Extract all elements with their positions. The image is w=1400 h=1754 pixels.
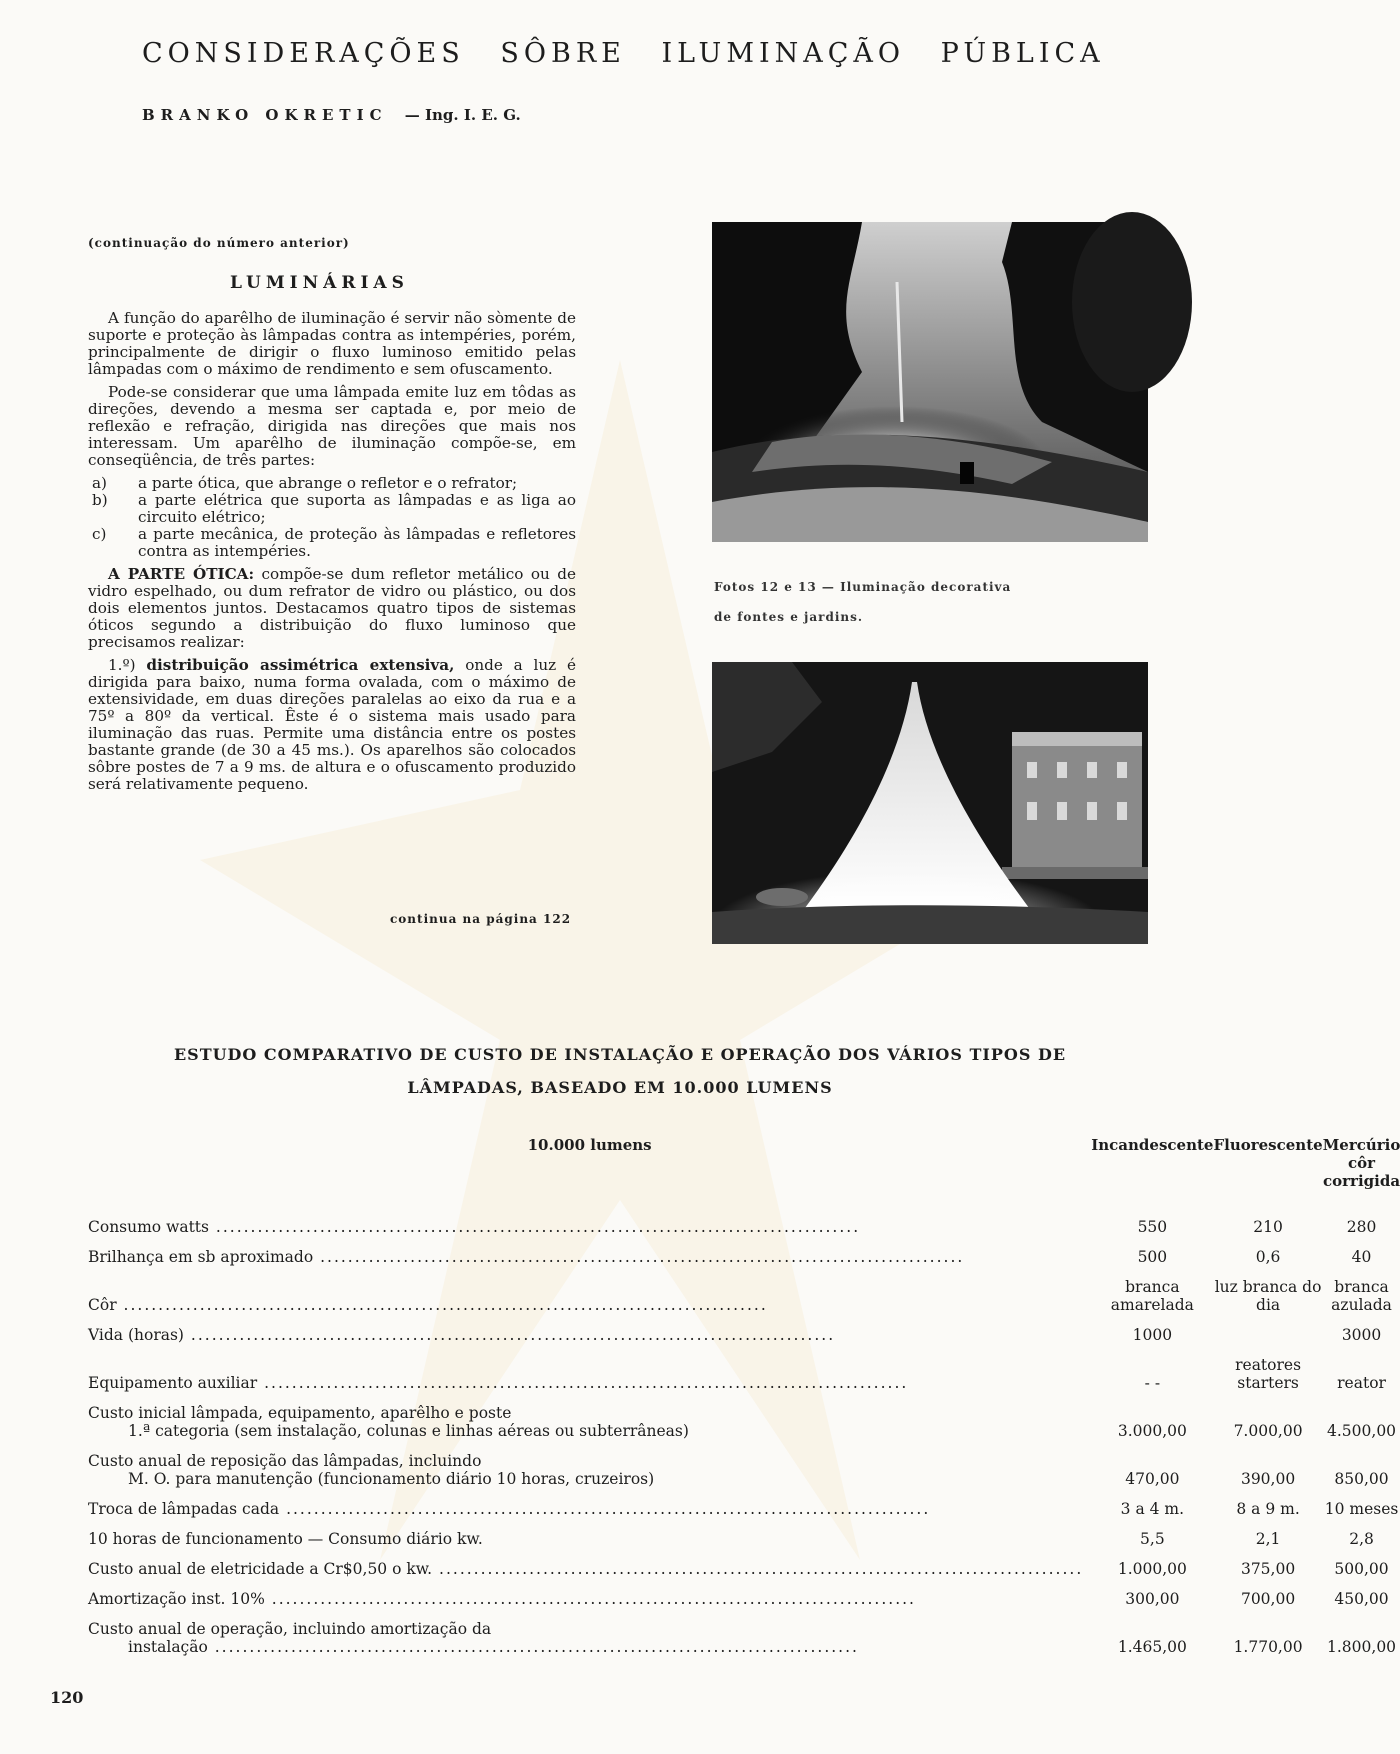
cell-incandescent: 300,00 [1125, 1590, 1180, 1608]
cell-mercury: 4.500,00 [1327, 1422, 1397, 1440]
row-label: Amortização inst. 10% [88, 1590, 265, 1608]
table-row [88, 1554, 1400, 1584]
list-text: a parte elétrica que suporta as lâmpadas e as liga ao circuito elétrico; [138, 491, 576, 526]
cell-incandescent: 550 [1137, 1218, 1168, 1236]
row-label: 10 horas de funcionamento — Consumo diário kw. [88, 1530, 483, 1548]
caption-line-1: Fotos 12 e 13 — Iluminação decorativa [714, 580, 1012, 594]
cell-incandescent: 1.465,00 [1117, 1638, 1187, 1656]
cell-mercury: 450,00 [1334, 1590, 1389, 1608]
row-label-first: Custo inicial lâmpada, equipamento, aparêlho e poste [88, 1404, 512, 1422]
cell-incandescent: 5,5 [1140, 1530, 1165, 1548]
table-row [88, 1272, 1400, 1320]
row-label-rest: M. O. para manutenção (funcionamento diário 10 horas, cruzeiros) [128, 1470, 655, 1488]
plaza-fountain-image [712, 662, 1148, 944]
row-label: Vida (horas) [88, 1326, 184, 1344]
cell-mercury: branca azulada [1331, 1278, 1392, 1314]
cell-incandescent: 3 a 4 m. [1120, 1500, 1185, 1518]
author-suffix: — Ing. I. E. G. [404, 106, 521, 124]
cell-incandescent: 500 [1137, 1248, 1168, 1266]
table-row [88, 1320, 1400, 1350]
continue-note: continua na página 122 [390, 912, 572, 926]
row-label-rest: instalação [128, 1638, 208, 1656]
header-mercury [1323, 1136, 1400, 1212]
cell-fluorescent: 7.000,00 [1233, 1422, 1303, 1440]
cell-mercury: 2,8 [1349, 1530, 1374, 1548]
table-title-line-2: LÂMPADAS, BASEADO EM 10.000 LUMENS [407, 1078, 833, 1097]
table-row [88, 1212, 1400, 1242]
row-label-rest: 1.ª categoria (sem instalação, colunas e linhas aéreas ou subterrâneas) [128, 1422, 689, 1440]
list-text: a parte mecânica, de proteção às lâmpadas e refletores contra as intempéries. [138, 525, 576, 560]
table-row [88, 1584, 1400, 1614]
garden-fountain-image [712, 222, 1148, 542]
table-title-line-1: ESTUDO COMPARATIVO DE CUSTO DE INSTALAÇÃO E OPERAÇÃO DOS VÁRIOS TIPOS DE [173, 1045, 1067, 1064]
paragraph-4-number: 1.º) [108, 656, 136, 674]
row-label: Troca de lâmpadas cada [88, 1500, 280, 1518]
section-title: LUMINÁRIAS [230, 273, 409, 293]
cell-fluorescent: 390,00 [1240, 1470, 1296, 1488]
continuation-note: (continuação do número anterior) [88, 236, 350, 250]
cell-incandescent: 1000 [1132, 1326, 1173, 1344]
cell-mercury: 1.800,00 [1327, 1638, 1397, 1656]
list-item [88, 492, 576, 526]
table-row [88, 1524, 1400, 1554]
cell-mercury: 10 meses [1324, 1500, 1399, 1518]
header-incandescent: Incandescente [1091, 1136, 1214, 1154]
page-number: 120 [50, 1688, 84, 1707]
table-row [88, 1242, 1400, 1272]
table-row [88, 1398, 1400, 1446]
photo-caption [714, 572, 1074, 632]
table-row [88, 1494, 1400, 1524]
cell-fluorescent: 1.770,00 [1233, 1638, 1303, 1656]
article-body [88, 310, 576, 799]
cell-incandescent: 3.000,00 [1117, 1422, 1187, 1440]
cell-incandescent: 1.000,00 [1117, 1560, 1187, 1578]
header-lumens: 10.000 lumens [527, 1136, 652, 1154]
list-item [88, 526, 576, 560]
table-row [88, 1614, 1400, 1662]
cell-mercury: 500,00 [1334, 1560, 1389, 1578]
author-line [142, 106, 521, 124]
cell-mercury: 850,00 [1334, 1470, 1389, 1488]
cell-mercury: 40 [1351, 1248, 1372, 1266]
parts-list [88, 475, 576, 560]
paragraph-3-lead: A PARTE ÓTICA: [108, 565, 255, 583]
list-marker: b) [92, 491, 108, 509]
list-item [88, 475, 576, 492]
caption-line-2: de fontes e jardins. [714, 610, 864, 624]
row-label: Consumo watts [88, 1218, 209, 1236]
cell-fluorescent: 8 a 9 m. [1236, 1500, 1300, 1518]
paragraph-3-text: compõe-se dum refletor metálico ou de vidro espelhado, ou dum refrator de vidro ou plástico, ou dos dois elementos juntos. Destacamos quatro tipos de sistemas óticos segundo a distribuição do fluxo luminoso que precisamos realizar: [88, 565, 577, 651]
table-title [100, 1038, 1140, 1104]
cell-fluorescent: 210 [1253, 1218, 1283, 1236]
row-label [88, 1620, 1083, 1656]
cell-incandescent: 470,00 [1125, 1470, 1180, 1488]
row-label: Brilhança em sb aproximado [88, 1248, 314, 1266]
paragraph-2: Pode-se considerar que uma lâmpada emite luz em tôdas as direções, devendo a mesma ser captada e, por meio de reflexão e refração, dirigida nas direções que mais nos interessam. Um aparêlho de iluminação compõe-se, em conseqüência, de três partes: [88, 383, 576, 469]
cell-fluorescent: 2,1 [1255, 1530, 1281, 1548]
cell-mercury: 280 [1346, 1218, 1377, 1236]
cell-fluorescent: reatores starters [1235, 1356, 1302, 1392]
page-title: CONSIDERAÇÕES SÔBRE ILUMINAÇÃO PÚBLICA [142, 38, 1105, 69]
photo-plaza-fountain [712, 662, 1148, 944]
row-label: Custo anual de eletricidade a Cr$0,50 o kw. [88, 1560, 433, 1578]
cost-comparison-table [88, 1136, 1400, 1662]
list-marker: a) [92, 474, 107, 492]
table-row [88, 1446, 1400, 1494]
table-header-row [88, 1136, 1400, 1212]
cell-fluorescent [1213, 1320, 1322, 1350]
header-fluorescent: Fluorescente [1213, 1136, 1323, 1154]
cell-fluorescent: 700,00 [1240, 1590, 1296, 1608]
cell-fluorescent: luz branca do dia [1214, 1278, 1322, 1314]
row-label-first: Custo anual de operação, incluindo amortização da [88, 1620, 492, 1638]
cell-incandescent: branca amarelada [1110, 1278, 1194, 1314]
cell-fluorescent: 0,6 [1255, 1248, 1281, 1266]
list-marker: c) [92, 525, 107, 543]
header-mercury-line-1: Mercúrio [1322, 1136, 1400, 1154]
photo-garden-fountain [712, 222, 1148, 542]
table-row [88, 1350, 1400, 1398]
cell-mercury: reator [1337, 1374, 1386, 1392]
cell-mercury: 3000 [1341, 1326, 1382, 1344]
row-label: Equipamento auxiliar [88, 1374, 258, 1392]
paragraph-3 [88, 566, 576, 651]
list-text: a parte ótica, que abrange o refletor e o refrator; [138, 474, 518, 492]
row-label: Côr [88, 1296, 117, 1314]
row-label-first: Custo anual de reposição das lâmpadas, incluindo [88, 1452, 482, 1470]
paragraph-4-lead: distribuição assimétrica extensiva, [146, 656, 455, 674]
row-label [88, 1452, 1083, 1488]
paragraph-4-text: onde a luz é dirigida para baixo, numa forma ovalada, com o máximo de extensividade, em duas direções paralelas ao eixo da rua e a 75º a 80º da vertical. Êste é o sistema mais usado para iluminação das ruas. Permite uma distância entre os postes bastante grande (de 30 a 45 ms.). Os aparelhos são colocados sôbre postes de 7 a 9 ms. de altura e o ofuscamento produzido será relativamente pequeno. [88, 656, 576, 793]
paragraph-1: A função do aparêlho de iluminação é servir não sòmente de suporte e proteção às lâmpadas contra as intempéries, porém, principalmente de dirigir o fluxo luminoso emitido pelas lâmpadas com o máximo de rendimento e sem ofuscamento. [88, 309, 576, 378]
paragraph-4 [88, 657, 576, 793]
cell-fluorescent: 375,00 [1240, 1560, 1296, 1578]
cell-incandescent: - - [1144, 1374, 1161, 1392]
header-mercury-line-2: côr corrigida [1323, 1154, 1400, 1190]
author-name: BRANKO OKRETIC [142, 106, 388, 124]
row-label [88, 1404, 1083, 1440]
